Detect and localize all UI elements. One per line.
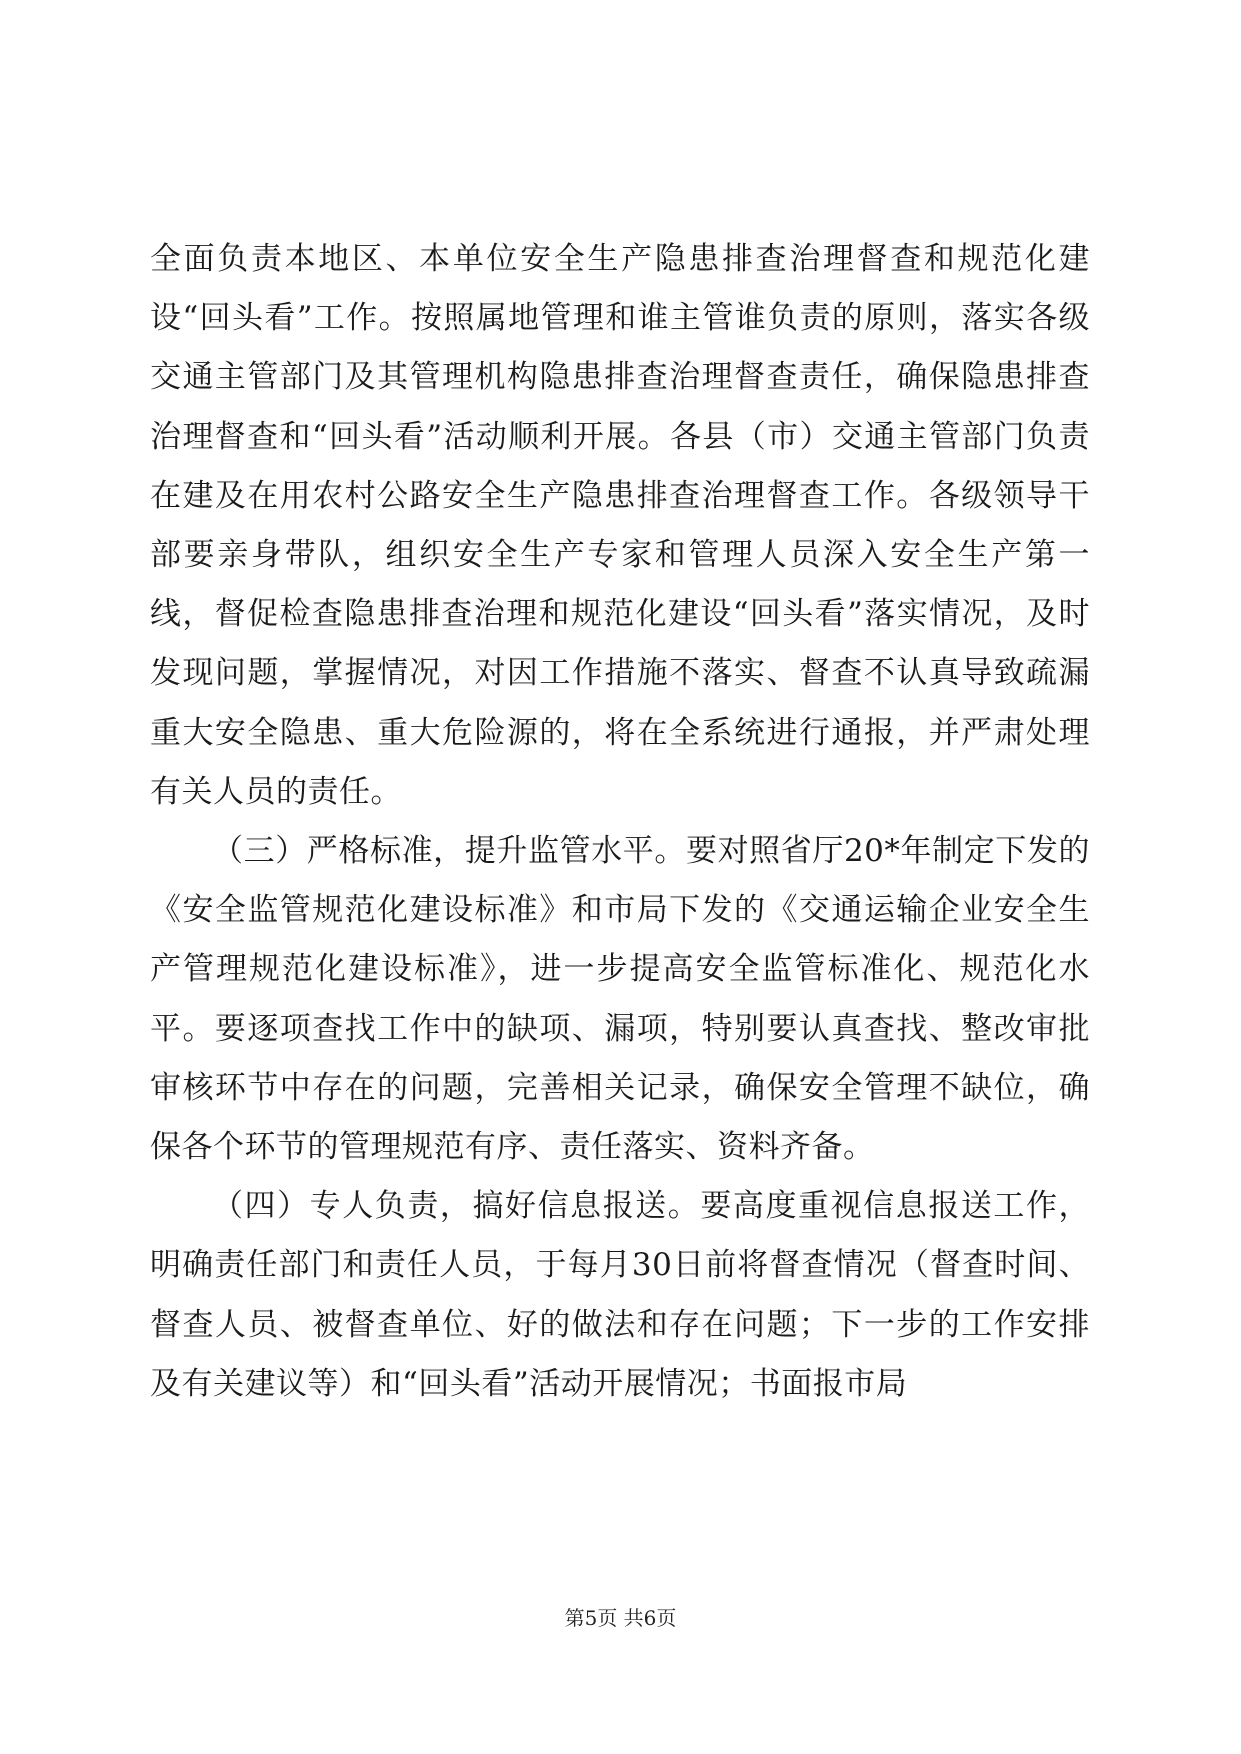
paragraph-section-three: （三）严格标准，提升监管水平。要对照省厅20*年制定下发的《安全监管规范化建设标准》和市局下发的《交通运输企业安全生产管理规范化建设标准》，进一步提高安全监管标准化、规范化水平。要逐项查找工作中的缺项、漏项，特别要认真查找、整改审批审核环节中存在的问题，完善相关记录，确保安全管理不缺位，确保各个环节的管理规范有序、责任落实、资料齐备。 — [150, 833, 1090, 1166]
document-body — [150, 230, 1090, 1414]
paragraph-section-four: （四）专人负责，搞好信息报送。要高度重视信息报送工作，明确责任部门和责任人员，于每月30日前将督查情况（督查时间、督查人员、被督查单位、好的做法和存在问题；下一步的工作安排及有关建议等）和“回头看”活动开展情况；书面报市局 — [150, 1188, 1090, 1402]
page-number-footer: 第5页 共6页 — [564, 1606, 677, 1630]
paragraph-continuation: 全面负责本地区、本单位安全生产隐患排查治理督查和规范化建设“回头看”工作。按照属地管理和谁主管谁负责的原则，落实各级交通主管部门及其管理机构隐患排查治理督查责任，确保隐患排查治理督查和“回头看”活动顺利开展。各县（市）交通主管部门负责在建及在用农村公路安全生产隐患排查治理督查工作。各级领导干部要亲身带队，组织安全生产专家和管理人员深入安全生产第一线，督促检查隐患排查治理和规范化建设“回头看”落实情况，及时发现问题，掌握情况，对因工作措施不落实、督查不认真导致疏漏重大安全隐患、重大危险源的，将在全系统进行通报，并严肃处理有关人员的责任。 — [150, 241, 1090, 810]
